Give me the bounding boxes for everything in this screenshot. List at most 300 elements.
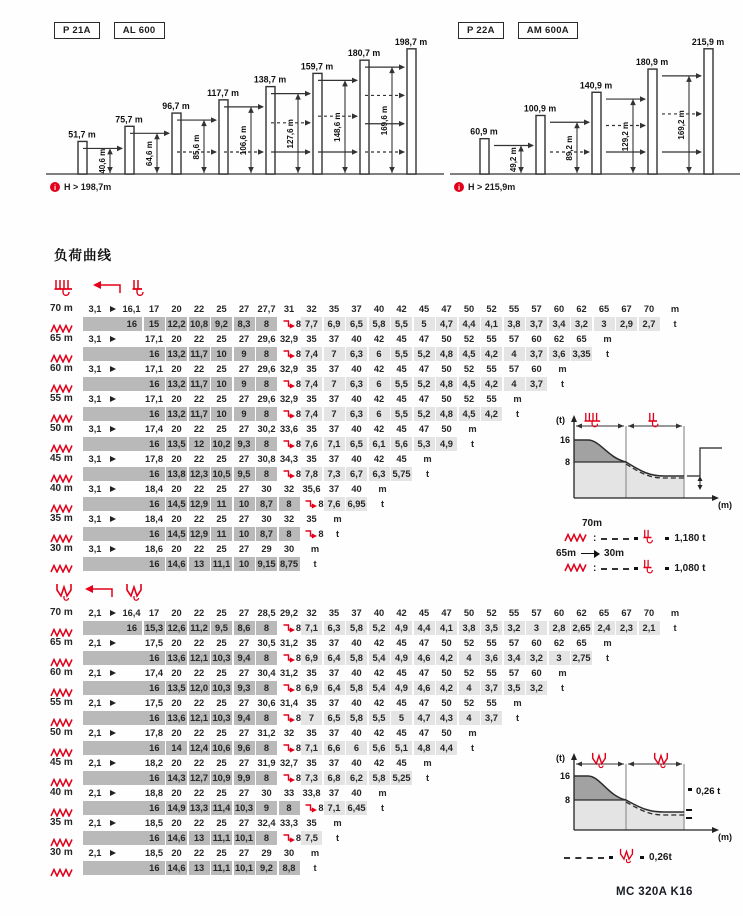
mast-column xyxy=(648,69,657,174)
mast-height-label: 159,7 m xyxy=(300,61,334,72)
load-bar-cell: 16 xyxy=(83,407,165,421)
radius-cell: 16,1 xyxy=(122,304,141,314)
radius-cell: 27 xyxy=(238,304,250,314)
dimension-label: 169,6 m xyxy=(380,105,389,136)
arrowhead xyxy=(630,167,636,173)
load-cell: 6,3 xyxy=(324,621,345,635)
load-cell: 4,9 xyxy=(391,681,412,695)
arrowhead xyxy=(399,149,405,155)
load-cell: 3,2 xyxy=(504,621,525,635)
load-cell: 5,5 xyxy=(391,347,412,361)
arrowhead xyxy=(154,167,160,173)
load-cell: 4,5 xyxy=(459,377,480,391)
min-radius-value: 2,1 xyxy=(88,818,102,828)
radius-cell: 18,6 xyxy=(144,544,164,554)
radius-cell: 27 xyxy=(238,514,250,524)
load-unit: t xyxy=(380,803,385,813)
min-radius-value: 3,1 xyxy=(88,424,102,434)
dash-bullet xyxy=(634,537,638,540)
load-cell: 5,5 xyxy=(369,711,390,725)
load-cell: 9,3 xyxy=(234,681,255,695)
jib-length-label: 65 m xyxy=(50,637,73,648)
radius-cell: 20 xyxy=(171,544,182,554)
min-radius-value: 3,1 xyxy=(88,334,102,344)
load-cell: 13,8 xyxy=(167,469,186,479)
arrowhead xyxy=(258,104,264,110)
arrowhead xyxy=(211,149,217,155)
load-cell: 2,9 xyxy=(616,317,637,331)
load-cell: 4,8 xyxy=(436,407,457,421)
radius-cell: 31,4 xyxy=(279,698,299,708)
load-curve-icon xyxy=(50,864,74,882)
radius-cell: 18,5 xyxy=(144,848,164,858)
radius-cell: 30 xyxy=(261,514,272,524)
radius-cell: 22 xyxy=(193,544,205,554)
load-cell: 8 xyxy=(279,527,300,541)
radius-cell: 35 xyxy=(306,364,317,374)
load-cell: 3,2 xyxy=(526,681,547,695)
load-cell: 9 xyxy=(234,347,255,361)
load-cell: 5,4 xyxy=(369,651,390,665)
mast-height-label: 140,9 m xyxy=(579,80,613,91)
load-bar-cell: 16 xyxy=(83,861,165,875)
arrowhead xyxy=(117,146,123,152)
radius-cell: 22 xyxy=(193,818,205,828)
load-cell: 14,5 xyxy=(167,529,186,539)
load-cell: 11,1 xyxy=(212,559,231,569)
dimension-label: 129,2 m xyxy=(621,121,630,152)
mast-column xyxy=(219,100,228,174)
min-radius-value: 3,1 xyxy=(88,394,102,404)
radius-cell: 30 xyxy=(283,544,295,554)
min-radius-arrow-icon xyxy=(110,640,116,646)
load-cell: 8,6 xyxy=(234,621,255,635)
load-cell: 4,4 xyxy=(459,317,480,331)
load-cell: 10 xyxy=(211,347,232,361)
radius-cell: 31,2 xyxy=(279,638,299,648)
load-cell: 4,6 xyxy=(414,681,435,695)
load-cell: 6,3 xyxy=(346,377,367,391)
arrowhead xyxy=(258,149,264,155)
load-cell: 6,3 xyxy=(369,467,390,481)
radius-cell: 60 xyxy=(531,638,542,648)
min-radius-arrow-icon xyxy=(110,730,116,736)
load-cell: 6,5 xyxy=(324,711,345,725)
arrowhead xyxy=(399,93,405,99)
loads-line xyxy=(48,317,743,332)
load-cell: 10,2 xyxy=(212,439,231,449)
radius-cell: 33 xyxy=(283,788,295,798)
radius-cell: 27 xyxy=(238,728,250,738)
x-unit-label: (m) xyxy=(718,500,732,510)
mast-column xyxy=(172,113,181,174)
load-cell: 6,45 xyxy=(347,803,366,813)
hook-block-2fall-icon xyxy=(643,529,660,549)
radius-cell: 16,4 xyxy=(122,608,141,618)
load-cell: 4 xyxy=(459,651,480,665)
radius-unit: m xyxy=(423,758,432,768)
radius-cell: 27 xyxy=(238,544,250,554)
load-unit: t xyxy=(673,623,677,633)
load-cell: 2,4 xyxy=(594,621,615,635)
radius-cell: 20 xyxy=(171,484,182,494)
load-cell: 3,35 xyxy=(572,349,591,359)
dimension-label: 89,2 m xyxy=(565,135,574,161)
load-cell: 8,7 xyxy=(256,497,277,511)
load-cell: 11,7 xyxy=(190,349,208,359)
load-curve-chart xyxy=(548,752,743,844)
min-radius-arrow-icon xyxy=(110,396,116,402)
load-cell: 12,7 xyxy=(189,773,209,783)
radius-cell: 20 xyxy=(171,818,182,828)
load-cell: 3,6 xyxy=(549,347,570,361)
load-value: 8 xyxy=(295,713,302,723)
separator: : xyxy=(593,563,597,574)
radius-cell: 20 xyxy=(171,424,182,434)
min-radius-arrow-icon xyxy=(110,610,116,616)
radius-cell: 70 xyxy=(643,304,655,314)
load-cell: 3,7 xyxy=(526,377,547,391)
load-bar-cell: 16 xyxy=(83,347,165,361)
load-cell: 3,7 xyxy=(481,681,502,695)
radius-cell: 60 xyxy=(553,304,565,314)
load-bar-cell: 16 xyxy=(83,467,165,481)
mast-height-label: 75,7 m xyxy=(115,114,143,125)
load-unit: t xyxy=(313,863,317,873)
load-cell: 3,7 xyxy=(526,347,547,361)
load-cell: 6 xyxy=(346,741,367,755)
dimension-label: 169,2 m xyxy=(677,110,686,140)
radius-cell: 45 xyxy=(396,424,407,434)
load-bar-cell: 16 xyxy=(83,651,165,665)
y-tick-8: 8 xyxy=(564,457,570,467)
radius-cell: 67 xyxy=(621,608,632,618)
loads-line xyxy=(48,651,743,666)
load-value: 8 xyxy=(295,409,302,419)
radius-unit: m xyxy=(333,514,342,524)
load-cell: 8,8 xyxy=(279,861,300,875)
height-note-text: H > 198,7m xyxy=(64,182,112,192)
mast-height-label: 96,7 m xyxy=(162,101,190,112)
load-bar-cell: 16 xyxy=(83,557,165,571)
radius-cell: 55 xyxy=(486,334,497,344)
radius-cell: 25 xyxy=(216,848,227,858)
load-table-row xyxy=(48,362,743,392)
radius-cell: 42 xyxy=(373,424,385,434)
radius-cell: 55 xyxy=(508,304,520,314)
arrowhead xyxy=(574,167,580,173)
radius-cell: 45 xyxy=(396,698,407,708)
min-radius-value: 2,1 xyxy=(88,638,102,648)
arrowhead xyxy=(584,149,590,155)
load-table-row xyxy=(48,696,743,726)
radius-cell: 42 xyxy=(373,334,385,344)
radius-cell: 52 xyxy=(463,394,475,404)
min-radius-value: 3,1 xyxy=(88,544,102,554)
load-value: 8 xyxy=(295,743,302,753)
load-value: 8 xyxy=(295,773,302,783)
radius-cell: 25 xyxy=(216,758,227,768)
load-cell: 2,75 xyxy=(572,653,591,663)
radius-cell: 29,2 xyxy=(279,608,299,618)
load-cell: 4,8 xyxy=(436,347,457,361)
radii-line xyxy=(48,302,743,317)
load-curve-icon xyxy=(564,533,588,545)
radius-cell: 35 xyxy=(306,668,317,678)
radius-cell: 42 xyxy=(373,394,385,404)
mast-column xyxy=(266,87,275,174)
jib-length-label: 50 m xyxy=(50,423,73,434)
radius-unit: m xyxy=(558,364,567,374)
load-cell: 7,6 xyxy=(324,497,345,511)
arrowhead xyxy=(389,67,395,73)
radius-cell: 22 xyxy=(193,668,205,678)
radius-cell: 50 xyxy=(441,334,452,344)
radius-cell: 33,3 xyxy=(279,818,299,828)
radius-cell: 27,7 xyxy=(257,304,276,314)
dimension-label: 127,6 m xyxy=(286,119,295,149)
load-cell: 4,2 xyxy=(481,347,502,361)
load-cell: 10 xyxy=(234,527,255,541)
radius-cell: 37 xyxy=(328,788,340,798)
load-cell: 6,4 xyxy=(324,681,345,695)
load-cell: 6,5 xyxy=(346,437,367,451)
load-cell: 6,3 xyxy=(346,347,367,361)
load-cell: 5,3 xyxy=(414,437,435,451)
radius-cell: 37 xyxy=(328,698,340,708)
load-cell: 5 xyxy=(391,711,412,725)
radius-cell: 37 xyxy=(328,424,340,434)
load-cell: 7,3 xyxy=(324,467,345,481)
radius-cell: 50 xyxy=(441,728,452,738)
load-bar-cell: 16 xyxy=(83,681,165,695)
load-cell: 5,8 xyxy=(369,771,390,785)
min-radius-value: 2,1 xyxy=(88,698,102,708)
radius-cell: 37 xyxy=(328,758,340,768)
load-cell: 14,5 xyxy=(167,499,186,509)
radius-cell: 20 xyxy=(171,454,182,464)
load-cell: 4,9 xyxy=(391,651,412,665)
radius-cell: 37 xyxy=(328,728,340,738)
radius-cell: 55 xyxy=(486,394,497,404)
arrowhead xyxy=(389,167,395,173)
jib-length-label: 60 m xyxy=(50,667,73,678)
radius-unit: m xyxy=(558,668,567,678)
radius-cell: 47 xyxy=(418,728,430,738)
jib-length-label: 55 m xyxy=(50,697,73,708)
radius-cell: 45 xyxy=(396,638,407,648)
radius-cell: 20 xyxy=(171,334,182,344)
arrowhead xyxy=(640,96,646,102)
radius-cell: 40 xyxy=(351,364,362,374)
config-badge: P 21A xyxy=(54,22,100,39)
load-bar-cell: 16 xyxy=(83,711,165,725)
radius-cell: 30,4 xyxy=(257,668,276,678)
radius-cell: 55 xyxy=(508,608,520,618)
trolley-2fall-icon xyxy=(124,583,144,608)
y-tick-8: 8 xyxy=(564,795,570,805)
radius-cell: 65 xyxy=(576,638,587,648)
load-cell: 8,7 xyxy=(256,527,277,541)
radius-cell: 50 xyxy=(441,394,452,404)
load-unit: t xyxy=(560,683,565,693)
load-cell: 13,5 xyxy=(167,439,186,449)
radius-cell: 30,6 xyxy=(257,698,276,708)
radius-unit: m xyxy=(378,788,387,798)
y-axis-arrow xyxy=(571,415,577,422)
load-cell: 6,6 xyxy=(324,741,345,755)
radius-cell: 52 xyxy=(463,668,475,678)
radius-unit: m xyxy=(603,638,612,648)
radius-cell: 29,6 xyxy=(257,364,276,374)
radius-cell: 62 xyxy=(576,608,587,618)
load-cell: 13 xyxy=(189,831,210,845)
load-cell: 6,5 xyxy=(346,317,367,331)
load-cell: 4,2 xyxy=(436,651,457,665)
load-cell: 6 xyxy=(369,377,390,391)
load-cell: 4,1 xyxy=(436,621,457,635)
load-unit: t xyxy=(470,439,475,449)
radius-cell: 40 xyxy=(351,698,362,708)
load-cell: 7,1 xyxy=(324,801,345,815)
radius-cell: 45 xyxy=(418,304,430,314)
radius-unit: m xyxy=(670,608,680,618)
radii-line xyxy=(48,362,743,377)
load-cell: 2,7 xyxy=(639,317,660,331)
mast-column xyxy=(407,49,416,174)
radius-cell: 18,5 xyxy=(144,818,164,828)
load-cell: 6,9 xyxy=(301,681,322,695)
radius-cell: 70 xyxy=(643,608,655,618)
radius-cell: 17,8 xyxy=(144,728,164,738)
min-radius-arrow-icon xyxy=(110,486,116,492)
dimension-label: 148,6 m xyxy=(333,112,342,142)
radius-cell: 37 xyxy=(328,668,340,678)
arrowhead xyxy=(640,123,646,129)
mast-height-label: 60,9 m xyxy=(470,126,498,137)
radius-cell: 29,6 xyxy=(257,334,276,344)
hook-weight-value: 0,26t xyxy=(649,852,672,863)
jib-length-label: 50 m xyxy=(50,727,73,738)
min-radius-arrow-icon xyxy=(110,820,116,826)
load-cell: 8 xyxy=(256,741,277,755)
load-cell: 10,6 xyxy=(212,743,231,753)
radius-cell: 52 xyxy=(463,638,475,648)
radius-cell: 60 xyxy=(553,608,565,618)
radii-line xyxy=(48,332,743,347)
arrowhead xyxy=(107,167,113,173)
mast-height-label: 198,7 m xyxy=(394,36,428,47)
jib-length-label: 40 m xyxy=(50,483,73,494)
arrowhead xyxy=(164,131,170,137)
load-cell: 11,2 xyxy=(190,623,208,633)
radius-cell: 25 xyxy=(216,484,227,494)
radius-cell: 22 xyxy=(193,514,205,524)
radius-cell: 65 xyxy=(598,608,610,618)
load-cell: 11 xyxy=(211,497,232,511)
load-cell: 5,8 xyxy=(346,711,367,725)
radius-cell: 47 xyxy=(441,608,452,618)
load-cell: 10,1 xyxy=(234,833,254,843)
radius-cell: 45 xyxy=(396,758,407,768)
load-unit: t xyxy=(560,379,565,389)
arrowhead xyxy=(201,167,207,173)
height-note xyxy=(454,182,515,192)
load-value: 8 xyxy=(295,623,302,633)
radius-cell: 33,6 xyxy=(279,424,299,434)
dim-arrowhead xyxy=(628,424,634,429)
load-curve-inset-2fall xyxy=(548,752,743,877)
arrowhead xyxy=(352,149,358,155)
radius-cell: 20 xyxy=(171,668,182,678)
config-badge: P 22A xyxy=(458,22,504,39)
load-value: 8 xyxy=(295,319,302,329)
load-cell: 4,2 xyxy=(481,377,502,391)
load-cell: 9,2 xyxy=(256,861,277,875)
radius-cell: 20 xyxy=(171,304,182,314)
load-cell: 14,9 xyxy=(167,803,186,813)
min-radius-value: 2,1 xyxy=(88,728,102,738)
jib-length-label: 35 m xyxy=(50,817,73,828)
dimension-label: 49,2 m xyxy=(509,147,518,173)
load-bar-cell: 16 xyxy=(83,377,165,391)
radius-cell: 20 xyxy=(171,698,182,708)
load-cell: 5,4 xyxy=(369,681,390,695)
load-cell: 5,2 xyxy=(414,407,435,421)
arrowhead xyxy=(295,167,301,173)
radius-cell: 17,4 xyxy=(144,424,164,434)
diagram-badges xyxy=(54,22,165,39)
inset-legend xyxy=(548,849,743,866)
load-curve-icon xyxy=(564,563,588,575)
load-cell: 5,6 xyxy=(369,741,390,755)
load-value: 8 xyxy=(318,529,324,539)
dashed-line-sample xyxy=(601,568,629,570)
radius-cell: 22 xyxy=(193,484,205,494)
radius-cell: 17,5 xyxy=(144,638,164,648)
radius-cell: 25 xyxy=(216,394,227,404)
radius-cell: 47 xyxy=(418,364,430,374)
load-cell: 3,2 xyxy=(526,651,547,665)
arrowhead xyxy=(248,107,254,113)
load-cell: 7,3 xyxy=(301,771,322,785)
radius-cell: 47 xyxy=(418,424,430,434)
min-radius-value: 3,1 xyxy=(88,514,102,524)
arrowhead xyxy=(696,111,702,117)
arrowhead xyxy=(107,148,113,154)
legend-row xyxy=(548,530,743,547)
load-cell: 12,4 xyxy=(189,743,209,753)
load-value: 8 xyxy=(295,439,302,449)
load-cell: 10,3 xyxy=(212,653,231,663)
load-table-row xyxy=(48,636,743,666)
height-diagram-al600 xyxy=(46,20,444,202)
radius-cell: 25 xyxy=(216,698,227,708)
radius-unit: m xyxy=(468,424,477,434)
info-icon xyxy=(50,182,60,192)
radii-line xyxy=(48,606,743,621)
load-cell: 13,2 xyxy=(167,409,186,419)
load-cell xyxy=(301,527,328,541)
load-cell: 10,5 xyxy=(212,469,231,479)
radius-cell: 22 xyxy=(193,758,205,768)
radius-cell: 42 xyxy=(373,668,385,678)
radius-cell: 22 xyxy=(193,788,205,798)
load-cell: 10 xyxy=(234,557,255,571)
radius-cell: 47 xyxy=(418,638,430,648)
radii-line xyxy=(48,696,743,711)
radius-cell: 18,4 xyxy=(144,514,164,524)
